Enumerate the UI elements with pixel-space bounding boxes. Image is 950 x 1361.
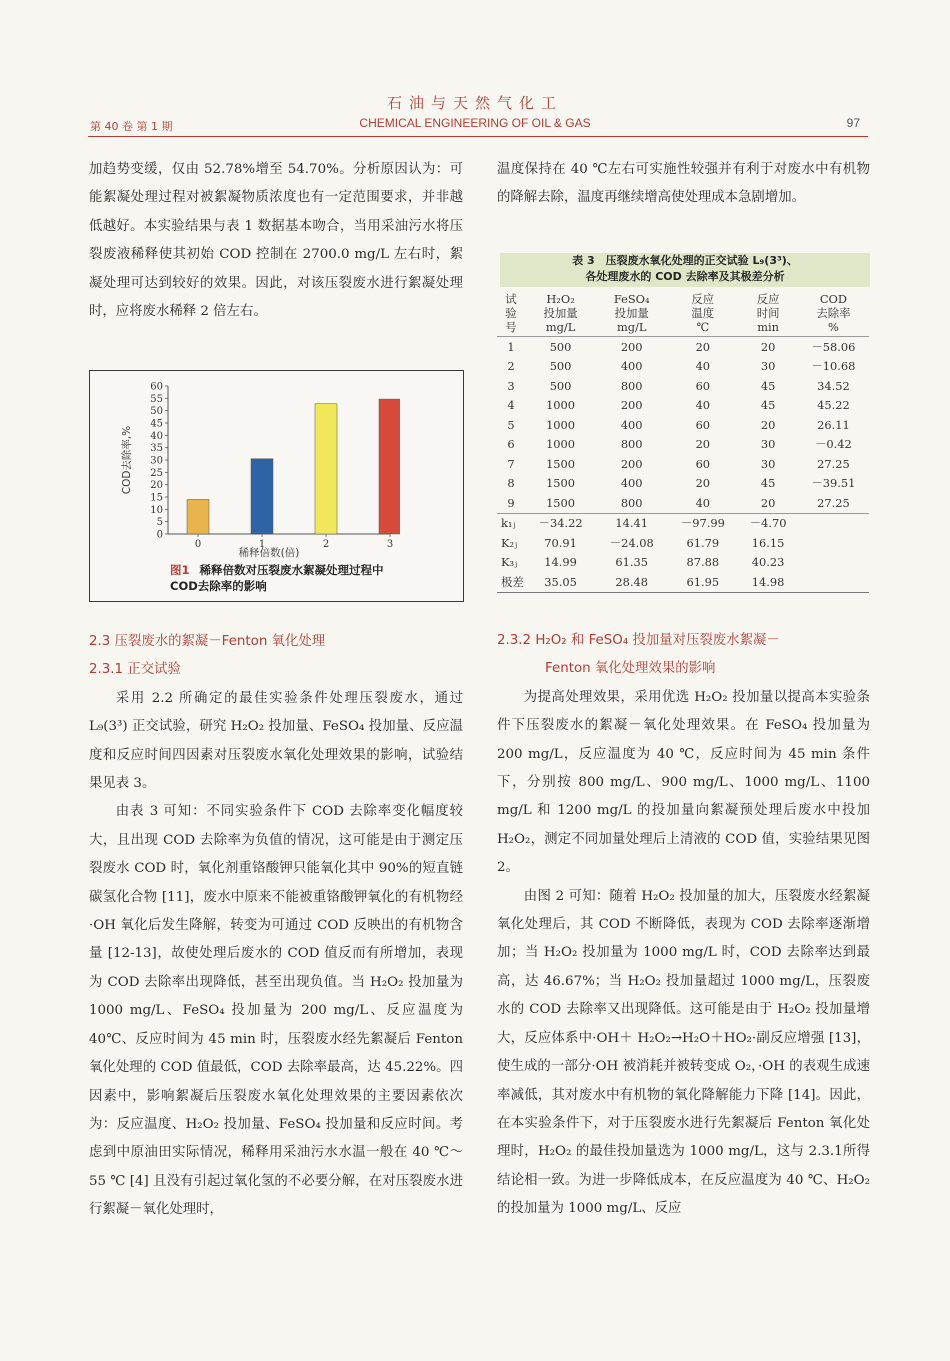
y-tick-label: 15 (150, 492, 163, 504)
right-lower-text (497, 627, 870, 1224)
table-cell: 9 (507, 495, 515, 510)
figure-1-caption-text: 稀释倍数对压裂废水絮凝处理过程中COD去除率的影响 (170, 563, 384, 593)
table-cell: －97.99 (680, 516, 725, 531)
table-row (497, 493, 869, 513)
figure-1-caption (170, 562, 400, 594)
table-cell: 400 (620, 476, 643, 491)
table-cell: 14.99 (544, 555, 577, 570)
table-row (497, 572, 869, 592)
table-cell: 45 (760, 476, 776, 491)
section-2-3-1-heading: 2.3.1 正交试验 (89, 662, 181, 678)
table-cell: 极差 (501, 574, 524, 589)
table-cell: －4.70 (749, 516, 787, 531)
table-cell: 1000 (546, 417, 576, 432)
table-cell: 40 (695, 359, 711, 374)
table-cell: 30 (760, 437, 776, 452)
table-cell: －58.06 (811, 339, 856, 354)
table-cell: －10.68 (811, 359, 856, 374)
bar (315, 404, 337, 534)
section-2-3-2-heading-cont: Fenton 氧化处理效果的影响 (545, 661, 716, 677)
y-tick-label: 40 (150, 430, 163, 442)
left-paragraph-1: 采用 2.2 所确定的最佳实验条件处理压裂废水，通过 L₉(3³) 正交试验，研究 H₂O₂ 投加量、FeSO₄ 投加量、反应温度和反应时间四因素对压裂废水氧化处理效果的影响，试验结果见表 3。 (89, 690, 463, 792)
table-3 (497, 290, 869, 593)
table-cell: k₁ⱼ (501, 516, 516, 531)
table-cell: 16.15 (751, 535, 785, 550)
table-cell: 1 (507, 339, 515, 354)
table-cell (798, 533, 869, 553)
table-cell: 60 (695, 456, 711, 471)
table-cell: 1000 (546, 437, 576, 452)
table-cell: 7 (507, 456, 515, 471)
y-tick-label: 10 (150, 504, 163, 516)
table-row (497, 415, 869, 435)
table-cell: 20 (760, 417, 776, 432)
x-tick-label: 3 (386, 539, 394, 550)
volume-issue: 第 40 卷 第 1 期 (90, 120, 173, 133)
y-tick-label: 20 (150, 480, 163, 492)
table-cell: 20 (695, 437, 711, 452)
table-header-row (497, 290, 869, 337)
table-row (497, 454, 869, 474)
right-paragraph-1: 为提高处理效果，采用优选 H₂O₂ 投加量以提高本实验条件下压裂废水的絮凝－氧化处理效果。在 FeSO₄ 投加量为 200 mg/L，反应温度为 40 ℃，反应时间为 45 min 条件下，分别按 800 mg/L、900 mg/L、1000 mg/L、1100 mg/L 和 1200 mg/L 的投加量向絮凝预处理后废水中投加 H₂O₂，测定不同加量处理后上清液的 COD 值，实验结果见图 2。 (497, 689, 870, 876)
table-cell: －24.08 (609, 535, 654, 550)
header-divider (88, 136, 868, 137)
table-cell: －39.51 (811, 476, 856, 491)
x-tick-label: 0 (194, 539, 202, 550)
table-cell: 800 (620, 495, 643, 510)
section-2-3-2-heading: 2.3.2 H₂O₂ 和 FeSO₄ 投加量对压裂废水絮凝－ (497, 633, 780, 648)
figure-1-number: 图1 (170, 563, 190, 577)
table-row (497, 376, 869, 396)
table-cell: 27.25 (817, 456, 850, 471)
bar (187, 499, 209, 534)
table-cell: 87.88 (686, 555, 720, 570)
table-cell: 45 (760, 378, 776, 393)
table-cell: K₃ⱼ (501, 555, 518, 570)
y-tick-label: 45 (150, 418, 163, 430)
table-cell: 61.79 (686, 535, 720, 550)
table-cell: 28.48 (615, 574, 648, 589)
table-cell: －0.42 (815, 437, 852, 452)
table-cell: 1000 (546, 398, 576, 413)
left-top-paragraph: 加趋势变缓，仅由 52.78%增至 54.70%。分析原因认为：可能絮凝处理过程对被絮凝物质浓度也有一定范围要求，并非越低越好。本实验结果与表 1 数据基本吻合，当用采油污水将压裂废液稀释使其初始 COD 控制在 2700.0 mg/L 左右时，絮凝处理可达到较好的效果。因此，对该压裂废水进行絮凝处理时，应将废水稀释 2 倍左右。 (89, 162, 463, 320)
table-cell: 1500 (546, 476, 576, 491)
table-cell: K₂ⱼ (501, 535, 518, 550)
table-header-cell: 反应 温度 ℃ (691, 292, 715, 334)
y-axis-label: COD去除率,% (121, 425, 133, 495)
table-cell: 3 (507, 378, 515, 393)
table-cell: 500 (549, 378, 572, 393)
table-row (497, 337, 869, 357)
table-cell: 40 (695, 495, 711, 510)
table-cell: 5 (507, 417, 515, 432)
table-row (497, 553, 869, 573)
table-header-cell: FeSO₄ 投加量 mg/L (613, 292, 650, 334)
table-cell: 45 (760, 398, 776, 413)
table-cell: 60 (695, 378, 711, 393)
table-header-cell: 试 验 号 (505, 292, 517, 334)
section-2-3-heading: 2.3 压裂废水的絮凝－Fenton 氧化处理 (89, 634, 326, 649)
y-tick-label: 50 (150, 406, 163, 418)
table-cell: 400 (620, 417, 643, 432)
table-cell: 500 (549, 339, 572, 354)
table-cell: 800 (620, 437, 643, 452)
y-tick-label: 0 (156, 529, 163, 541)
table-cell: 40 (695, 398, 711, 413)
table-header-cell: 反应 时间 min (756, 292, 780, 334)
table-cell: 26.11 (817, 417, 850, 432)
table-cell: 45.22 (817, 398, 850, 413)
table-row (497, 513, 869, 533)
table-body (497, 337, 869, 593)
table-cell: 20 (760, 495, 776, 510)
table-cell: 200 (620, 339, 643, 354)
left-lower-text (89, 628, 463, 1225)
y-tick-label: 55 (150, 393, 163, 405)
table-cell: 1500 (546, 495, 576, 510)
table-cell: 8 (507, 476, 515, 491)
table-3-title-line1: 表 3 压裂废水氧化处理的正交试验 L₉(3³)、 (572, 254, 798, 267)
table-cell: 800 (620, 378, 643, 393)
table-cell: 60 (695, 417, 711, 432)
table-cell (798, 572, 869, 592)
bar (251, 459, 273, 534)
table-header-cell: COD 去除率 % (816, 292, 851, 334)
table-3-title-line2: 各处理废水的 COD 去除率及其极差分析 (585, 270, 785, 283)
table-row (497, 396, 869, 416)
table-cell: 35.05 (544, 574, 577, 589)
bar (379, 399, 400, 534)
right-paragraph-2: 由图 2 可知：随着 H₂O₂ 投加量的加大，压裂废水经絮凝氧化处理后，其 COD 不断降低，表现为 COD 去除率逐渐增加；当 H₂O₂ 投加量为 1000 mg/L 时，COD 去除率达到最高，达 46.67%；当 H₂O₂ 投加量超过 1000 mg/L，压裂废水的 COD 去除率又出现降低。这可能是由于 H₂O₂ 投加量增大，反应体系中·OH＋ H₂O₂→H₂O＋HO₂·副反应增强 [13]，使生成的一部分·OH 被消耗并被转变成 O₂，·OH 的表观生成速率减低，其对废水中有机物的氧化降解能力下降 [14]。因此，在本实验条件下，对于压裂废水进行先絮凝后 Fenton 氧化处理时，H₂O₂ 的最佳投加量选为 1000 mg/L，这与 2.3.1所得结论相一致。为进一步降低成本，在反应温度为 40 ℃、H₂O₂ 的投加量为 1000 mg/L、反应 (497, 888, 870, 1217)
y-tick-label: 5 (156, 517, 163, 529)
table-3-title (500, 253, 870, 287)
journal-title-en: CHEMICAL ENGINEERING OF OIL & GAS (359, 116, 591, 130)
table-cell: 20 (695, 476, 711, 491)
table-cell: 14.98 (751, 574, 785, 589)
table-row (497, 474, 869, 494)
table-cell: 1500 (546, 456, 576, 471)
table-header-cell: H₂O₂ 投加量 mg/L (543, 292, 578, 334)
right-top-paragraph: 温度保持在 40 ℃左右可实施性较强并有利于对废水中有机物的降解去除，温度再继续增高使处理成本急剧增加。 (497, 162, 870, 206)
x-tick-label: 2 (322, 539, 330, 550)
journal-title-cn: 石油与天然气化工 (386, 94, 563, 112)
table-row (497, 435, 869, 455)
table-cell: 200 (620, 398, 643, 413)
table-cell: －34.22 (538, 516, 583, 531)
table-cell: 30 (760, 359, 776, 374)
figure-1-chart (110, 376, 400, 558)
table-cell: 20 (760, 339, 776, 354)
table-cell: 14.41 (615, 516, 648, 531)
y-tick-label: 25 (150, 467, 163, 479)
x-axis-label: 稀释倍数(倍) (238, 547, 300, 558)
y-tick-label: 35 (150, 443, 163, 455)
table-cell: 40.23 (751, 555, 785, 570)
y-tick-label: 30 (150, 455, 163, 467)
table-cell: 61.95 (686, 574, 720, 589)
table-cell: 6 (507, 437, 515, 452)
table-row (497, 357, 869, 377)
table-cell: 34.52 (817, 378, 850, 393)
table-cell: 61.35 (615, 555, 648, 570)
table-cell: 20 (695, 339, 711, 354)
table-cell (798, 513, 869, 533)
table-cell: 27.25 (817, 495, 850, 510)
x-tick-label: 1 (258, 539, 266, 550)
table-cell: 70.91 (544, 535, 577, 550)
table-cell: 4 (507, 398, 515, 413)
y-tick-label: 60 (150, 381, 163, 393)
table-cell: 400 (620, 359, 643, 374)
table-cell: 2 (507, 359, 515, 374)
table-row (497, 533, 869, 553)
table-cell (798, 553, 869, 573)
table-cell: 500 (549, 359, 572, 374)
table-cell: 30 (760, 456, 776, 471)
table-cell: 200 (620, 456, 643, 471)
page-number: 97 (846, 116, 860, 130)
left-paragraph-2: 由表 3 可知：不同实验条件下 COD 去除率变化幅度较大，且出现 COD 去除率为负值的情况，这可能是由于测定压裂废水 COD 时，氧化剂重铬酸钾只能氧化其中 90%的短直链碳氢化合物 [11]，废水中原来不能被重铬酸钾氧化的有机物经·OH 氧化后发生降解，转变为可通过 COD 反映出的有机物含量 [12-13]，故使处理后废水的 COD 值反而有所增加，表现为 COD 去除率出现降低，甚至出现负值。当 H₂O₂ 投加量为 1000 mg/L、FeSO₄ 投加量为 200 mg/L、反应温度为 40℃、反应时间为 45 min 时，压裂废水经先絮凝后 Fenton 氧化处理的 COD 值最低，COD 去除率最高，达 45.22%。四因素中，影响絮凝后压裂废水氧化处理效果的主要因素依次为：反应温度、H₂O₂ 投加量、FeSO₄ 投加量和反应时间。考虑到中原油田实际情况，稀释用采油污水水温一般在 40 ℃～55 ℃ [4] 且没有引起过氧化氢的不必要分解，在对压裂废水进行絮凝－氧化处理时， (89, 804, 463, 1218)
